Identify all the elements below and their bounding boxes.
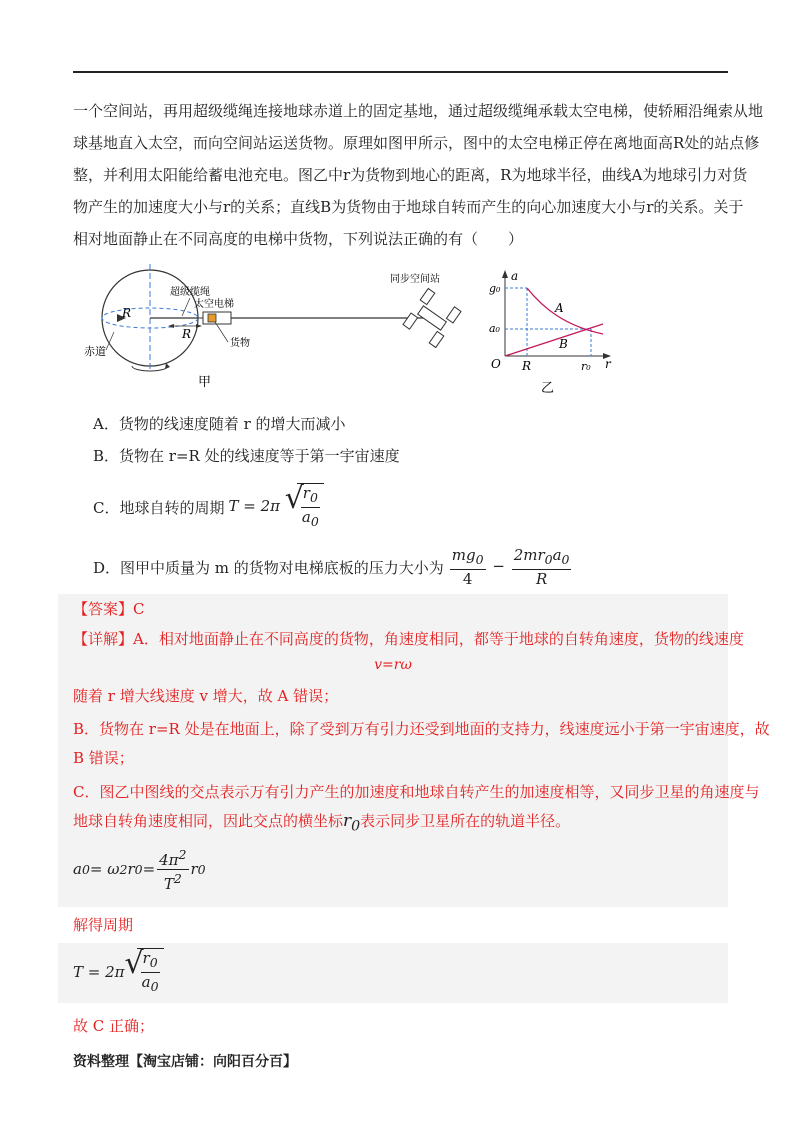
- label-elevator: 太空电梯: [194, 299, 234, 310]
- option-C: [93, 482, 324, 532]
- formula-T: T = 2π √ $\frac{r_0}{a_0}$: [73, 950, 164, 994]
- formula-a0: a 0 = ω 2 r 0 = $\frac{4\pi^2}{T^2}$ r 0: [73, 846, 206, 893]
- top-rule: [73, 71, 728, 73]
- line-B: [505, 324, 603, 356]
- cargo-box: [208, 314, 216, 322]
- tick-r0-label: r₀: [581, 360, 591, 373]
- g0-label: g₀: [489, 282, 501, 295]
- curve-A-label: A: [555, 301, 564, 315]
- question-line-1: 一个空间站，再用超级缆绳连接地球赤道上的固定基地，通过超级缆绳承载太空电梯，使轿厢沿绳索从地: [73, 102, 764, 120]
- detail-B-line-1: B．货物在 r=R 处是在地面上，除了受到万有引力还受到地面的支持力，线速度远小于第一宇宙速度，故: [73, 720, 770, 738]
- figure-jia: [70, 262, 470, 392]
- label-cargo: 货物: [230, 338, 250, 349]
- question-line-3: 整，并利用太阳能给蓄电池充电。图乙中r为货物到地心的距离，R为地球半径，曲线A为地球引力对货: [73, 166, 748, 184]
- label-equator: 赤道: [84, 345, 106, 358]
- space-station: [403, 289, 461, 348]
- line-B-label: B: [559, 337, 568, 351]
- option-C-text: C．地球自转的周期: [93, 498, 225, 517]
- option-D: [93, 545, 573, 589]
- tick-R-label: R: [522, 359, 532, 373]
- option-A: A．货物的线速度随着 r 的增大而减小: [93, 415, 346, 433]
- label-cable: 超级缆绳: [170, 287, 210, 298]
- detail-C-text-2-tail: 表示同步卫星所在的轨道半径。: [360, 812, 571, 830]
- detail-B-line-2: B 错误；: [73, 749, 134, 767]
- detail-tag: 【详解】: [73, 630, 134, 648]
- label-R-inner: R: [122, 306, 132, 320]
- footer-source: 资料整理【淘宝店铺：向阳百分百】: [73, 1054, 297, 1070]
- solve-label: 解得周期: [73, 916, 134, 934]
- label-station: 同步空间站: [390, 274, 440, 285]
- question-line-2: 球基地直入太空，而向空间站运送货物。原理如图甲所示，图中的太空电梯正停在离地面高R处的站点修: [73, 134, 760, 152]
- detail-C-text-2: 地球自转角速度相同，因此交点的横坐标: [73, 812, 344, 830]
- figure-yi: [485, 268, 615, 398]
- conclusion: 故 C 正确；: [73, 1017, 155, 1035]
- label-R-outer: R: [182, 327, 192, 341]
- caption-yi: 乙: [541, 381, 555, 396]
- axis-y-label: a: [511, 269, 519, 283]
- origin-label: O: [491, 357, 501, 371]
- option-D-formula: $\frac{mg_0}{4}$ − $\frac{2mr_0a_0}{R}$: [451, 546, 570, 588]
- option-C-formula: T = 2π √ $\frac{r_0}{a_0}$: [228, 483, 323, 531]
- question-line-5: 相对地面静止在不同高度的电梯中货物，下列说法正确的有（ ）: [73, 230, 524, 248]
- option-B: B．货物在 r=R 处的线速度等于第一宇宙速度: [93, 447, 400, 465]
- question-line-4: 物产生的加速度大小与r的关系；直线B为货物由于地球自转而产生的向心加速度大小与r的关系。关于: [73, 198, 744, 216]
- caption-jia: 甲: [198, 375, 212, 390]
- detail-A-line-1: [73, 628, 744, 649]
- detail-A-line-2: 随着 r 增大线速度 v 增大，故 A 错误；: [73, 687, 339, 705]
- axis-x-label: r: [605, 357, 611, 371]
- detail-C-line-2: 地球自转角速度相同，因此交点的横坐标$r_0$表示同步卫星所在的轨道半径。: [73, 811, 571, 835]
- detail-C-line-1: C．图乙中图线的交点表示万有引力产生的加速度和地球自转产生的加速度相等，又同步卫星的角速度与: [73, 783, 760, 801]
- answer-tag: 【答案】C: [73, 600, 145, 618]
- elevator-box: [203, 312, 231, 324]
- detail-A-text-1: A．相对地面静止在不同高度的货物，角速度相同，都等于地球的自转角速度，货物的线速度: [133, 630, 744, 648]
- a0-label: a₀: [489, 322, 500, 335]
- formula-v: v=rω: [374, 657, 412, 673]
- option-D-text: D．图甲中质量为 m 的货物对电梯底板的压力大小为: [93, 558, 444, 577]
